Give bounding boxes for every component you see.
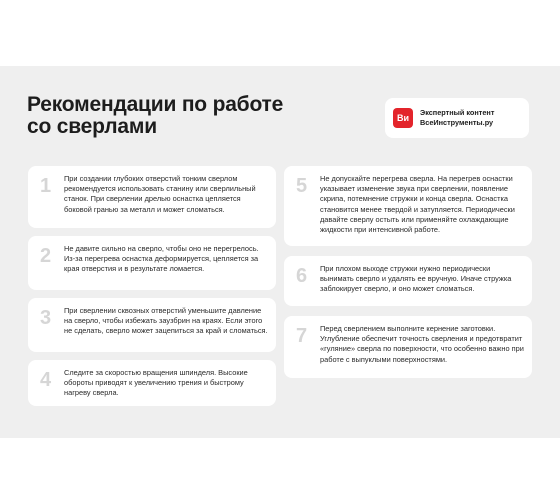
tip-card-3 xyxy=(28,298,276,352)
tip-text: Следите за скоростью вращения шпинделя. Высокие обороты приводят к увеличению трения и быстрому нагреву сверла. xyxy=(64,368,248,398)
tip-number: 1 xyxy=(40,175,52,197)
tip-number: 6 xyxy=(296,265,308,287)
vseinstrumenty-logo-icon: Ви xyxy=(393,108,413,128)
tip-card-5 xyxy=(284,166,532,246)
tip-text: Перед сверлением выполните кернение заготовки. Углубление обеспечит точность сверления и предотвратит «гуляние» сверла по поверхности, что особенно важно при работе с выпуклыми поверхностями. xyxy=(320,324,524,364)
tip-text: При создании глубоких отверстий тонким сверлом рекомендуется использовать станину или сверлильный станок. При сверлении дрелью оснастка цепляется боковой гранью за металл и может сломаться. xyxy=(64,174,256,214)
tip-number: 3 xyxy=(40,307,52,329)
tip-card-7 xyxy=(284,316,532,378)
tip-text: При плохом выходе стружки нужно периодически вынимать сверло и удалять ее вручную. Иначе стружка заблокирует сверло, и оно может сломаться. xyxy=(320,264,512,294)
tip-text: При сверлении сквозных отверстий уменьшите давление на сверло, чтобы избежать заузбрин на краях. Если этого не сделать, сверло может зацепиться за край и сломаться. xyxy=(64,306,268,336)
tip-number: 2 xyxy=(40,245,52,267)
tip-number: 4 xyxy=(40,369,52,391)
tip-card-4 xyxy=(28,360,276,406)
tip-card-1 xyxy=(28,166,276,228)
tip-text: Не давите сильно на сверло, чтобы оно не перегрелось. Из-за перегрева оснастка деформируется, цепляется за края отверстия и в результате ломается. xyxy=(64,244,259,274)
tip-card-6 xyxy=(284,256,532,306)
tip-number: 7 xyxy=(296,325,308,347)
expert-content-badge xyxy=(385,98,529,138)
badge-line-2: ВсеИнструменты.ру xyxy=(420,118,494,127)
page-title: Рекомендации по работе со сверлами xyxy=(27,93,284,138)
badge-line-1: Экспертный контент xyxy=(420,108,495,117)
tip-card-2 xyxy=(28,236,276,290)
badge-text xyxy=(420,108,494,128)
tip-text: Не допускайте перегрева сверла. На перегрев оснастки указывает изменение звука при сверлении, появление скрипа, потемнение стружки и конца сверла. Оснастка становится менее твердой и затупляется. Периодически давайте сверлу остыть или применяйте охлаждающие жидкости при интенсивной работе. xyxy=(320,174,515,235)
tip-number: 5 xyxy=(296,175,308,197)
